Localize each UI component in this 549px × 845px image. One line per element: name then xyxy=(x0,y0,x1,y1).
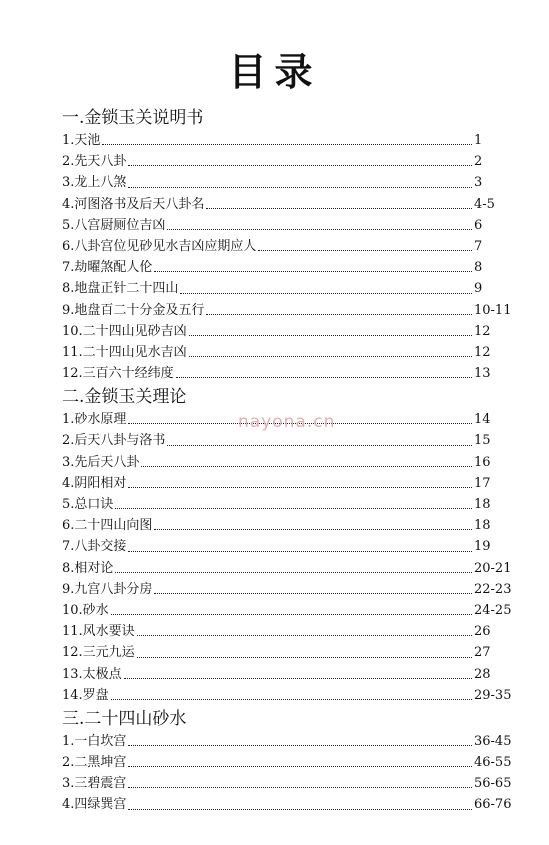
toc-entry-label: 3.先后天八卦 xyxy=(62,454,140,470)
toc-entry-label: 9.九宫八卦分房 xyxy=(62,581,153,597)
dot-leader xyxy=(206,207,472,209)
dot-leader xyxy=(176,376,472,378)
toc-entry xyxy=(62,664,514,685)
dot-leader xyxy=(111,613,472,615)
toc-entry xyxy=(62,621,514,642)
dot-leader xyxy=(189,355,472,357)
toc-entry xyxy=(62,685,514,706)
toc-entry xyxy=(62,342,514,363)
toc-entry-label: 10.二十四山见砂吉凶 xyxy=(62,323,187,339)
dot-leader xyxy=(167,444,472,446)
toc-entry xyxy=(62,473,514,494)
toc-entry-label: 12.三百六十经纬度 xyxy=(62,366,174,382)
toc-entry xyxy=(62,278,514,299)
section-heading: 一.金锁玉关说明书 xyxy=(62,108,204,128)
toc-entry-label: 1.砂水原理 xyxy=(62,412,127,428)
dot-leader xyxy=(180,292,472,294)
section-heading: 三.二十四山砂水 xyxy=(62,708,187,729)
toc-entry xyxy=(62,430,514,451)
toc-entry xyxy=(62,300,514,321)
toc-entry-label: 10.砂水 xyxy=(62,602,109,618)
toc-entry xyxy=(62,452,514,473)
dot-leader xyxy=(128,164,472,166)
dot-leader xyxy=(128,808,472,810)
toc-entry-label: 1.一白坎宫 xyxy=(62,733,127,749)
toc-entry-page: 14 xyxy=(474,412,491,428)
toc-entry-page: 15 xyxy=(474,433,491,449)
toc-entry-label: 12.三元九运 xyxy=(62,645,135,661)
section-heading: 二.金锁玉关理论 xyxy=(62,387,187,408)
dot-leader xyxy=(128,744,472,746)
toc-entry-label: 5.总口诀 xyxy=(62,497,114,512)
dot-leader xyxy=(258,249,472,251)
toc-entry-page: 2 xyxy=(474,154,483,170)
toc-entry-page: 19 xyxy=(474,539,491,555)
toc-entry xyxy=(62,194,514,215)
toc-entry-label: 1.天池 xyxy=(62,133,101,148)
page-title: 目录 xyxy=(228,50,321,94)
toc-entry xyxy=(62,257,514,278)
dot-leader xyxy=(189,334,472,336)
dot-leader xyxy=(111,698,472,700)
toc-entry-page: 66-76 xyxy=(474,797,512,813)
toc-entry-page: 12 xyxy=(474,323,491,339)
dot-leader xyxy=(167,228,472,230)
toc-entry-page: 29-35 xyxy=(474,687,512,703)
watermark: nayona.cn xyxy=(238,412,336,432)
toc-entry-page: 8 xyxy=(474,260,483,276)
toc-entry-page: 7 xyxy=(474,238,483,254)
toc-entry xyxy=(62,558,514,579)
toc-entry-label: 4.四绿巽宫 xyxy=(62,797,127,813)
toc-entry xyxy=(62,642,514,663)
toc-entry-page: 28 xyxy=(474,666,491,682)
dot-leader xyxy=(154,270,472,272)
toc-entry xyxy=(62,515,514,536)
toc-entry xyxy=(62,151,514,172)
dot-leader xyxy=(128,486,472,488)
dot-leader xyxy=(128,550,472,552)
dot-leader xyxy=(137,634,472,636)
toc-entry-page: 18 xyxy=(474,497,491,512)
toc-entry-label: 6.八卦宫位见砂见水吉凶应期应人 xyxy=(62,238,257,254)
toc-entry-label: 3.三碧震宫 xyxy=(62,776,127,792)
toc-entry xyxy=(62,130,514,151)
toc-entry xyxy=(62,773,514,794)
toc-entry xyxy=(62,794,514,815)
toc-entry xyxy=(62,321,514,342)
toc-entry-label: 8.地盘正针二十四山 xyxy=(62,281,179,297)
toc-entry xyxy=(62,752,514,773)
dot-leader xyxy=(154,528,472,530)
table-of-contents xyxy=(62,105,514,816)
dot-leader xyxy=(128,786,472,788)
toc-entry-page: 24-25 xyxy=(474,602,512,618)
toc-entry xyxy=(62,600,514,621)
toc-entry-page: 56-65 xyxy=(474,776,512,792)
toc-entry-page: 4-5 xyxy=(474,196,495,212)
dot-leader xyxy=(102,143,472,145)
toc-entry-label: 7.八卦交接 xyxy=(62,539,127,555)
toc-entry xyxy=(62,215,514,236)
toc-entry-page: 27 xyxy=(474,645,491,661)
toc-entry-label: 7.劫曜煞配人伦 xyxy=(62,260,153,276)
toc-entry xyxy=(62,579,514,600)
dot-leader xyxy=(115,571,472,573)
toc-entry-label: 2.后天八卦与洛书 xyxy=(62,433,166,449)
toc-entry-page: 13 xyxy=(474,366,491,382)
toc-entry-label: 6.二十四山向图 xyxy=(62,518,153,534)
toc-entry-page: 9 xyxy=(474,281,483,297)
toc-entry-page: 36-45 xyxy=(474,733,512,749)
toc-entry-page: 46-55 xyxy=(474,755,512,771)
toc-entry-page: 1 xyxy=(474,133,483,148)
dot-leader xyxy=(137,656,472,658)
toc-entry-page: 6 xyxy=(474,217,483,233)
dot-leader xyxy=(141,465,472,467)
dot-leader xyxy=(154,592,472,594)
toc-entry-label: 8.相对论 xyxy=(62,560,114,576)
toc-entry-label: 3.龙上八煞 xyxy=(62,175,127,191)
toc-entry-label: 4.河图洛书及后天八卦名 xyxy=(62,196,205,212)
toc-entry xyxy=(62,731,514,752)
toc-entry-page: 10-11 xyxy=(474,302,512,318)
toc-entry xyxy=(62,172,514,193)
toc-entry xyxy=(62,363,514,384)
toc-entry-label: 11.二十四山见水吉凶 xyxy=(62,344,187,360)
toc-entry-label: 4.阴阳相对 xyxy=(62,475,127,491)
toc-entry xyxy=(62,494,514,515)
toc-entry-page: 17 xyxy=(474,475,491,491)
toc-entry-label: 9.地盘百二十分金及五行 xyxy=(62,302,205,318)
dot-leader xyxy=(128,186,472,188)
toc-entry-page: 26 xyxy=(474,624,491,640)
dot-leader xyxy=(128,765,472,767)
dot-leader xyxy=(115,507,472,509)
toc-entry-label: 11.风水要诀 xyxy=(62,624,135,640)
toc-entry-page: 22-23 xyxy=(474,581,512,597)
toc-entry-label: 2.先天八卦 xyxy=(62,154,127,170)
dot-leader xyxy=(124,677,472,679)
toc-entry-page: 16 xyxy=(474,454,491,470)
toc-entry-label: 5.八宫厨厕位吉凶 xyxy=(62,217,166,233)
dot-leader xyxy=(206,313,472,315)
toc-entry-page: 12 xyxy=(474,344,491,360)
toc-entry xyxy=(62,536,514,557)
toc-entry xyxy=(62,236,514,257)
toc-entry-page: 3 xyxy=(474,175,483,191)
toc-entry-label: 13.太极点 xyxy=(62,666,122,682)
toc-entry-page: 20-21 xyxy=(474,560,512,576)
toc-entry-page: 18 xyxy=(474,518,491,534)
toc-entry-label: 14.罗盘 xyxy=(62,687,109,703)
toc-entry-label: 2.二黑坤宫 xyxy=(62,755,127,771)
